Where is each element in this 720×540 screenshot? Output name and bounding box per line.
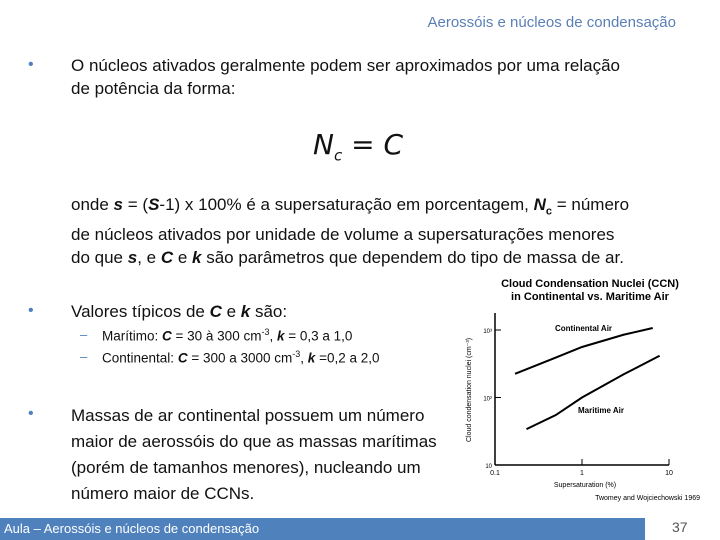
text: N [313,128,334,161]
text: e [173,248,193,268]
text: Continental: [102,350,178,366]
text: C [209,302,222,321]
series-line-maritime [526,356,659,429]
text: c [545,205,553,218]
text: onde [71,195,114,214]
text: k [240,302,251,321]
text: número maior de CCNs. [71,484,255,503]
bullet-2 [71,300,287,323]
text: -3 [292,349,301,359]
text: de potência da forma: [71,79,236,98]
y-tick-label: 10³ [483,329,492,335]
text: Massas de ar continental possuem um número [71,406,425,425]
text: =0,2 a 2,0 [315,350,380,366]
text: são parâmetros que dependem do tipo de massa de ar. [201,248,624,268]
text: Marítimo: [102,328,163,344]
bullet-icon: • [28,405,34,422]
text: = 0,3 a 1,0 [284,328,353,344]
text: C [383,128,404,161]
chart-source: Twomey and Wojciechowski 1969 [595,495,700,502]
bullet-1 [71,54,620,100]
text: de núcleos ativados por unidade de volume a supersaturações menores [71,225,615,245]
text: s [113,195,124,214]
bullet-icon: • [28,302,34,319]
text: C [177,350,188,366]
y-tick-label: 10² [483,396,492,403]
chart-subtitle: in Continental vs. Maritime Air [511,291,669,303]
slide-header: Aerossóis e núcleos de condensação [427,14,676,31]
series-label: Maritime Air [578,406,624,415]
text: -1) x 100% é a supersaturação em porcentagem, [159,195,534,214]
text: k [307,350,316,366]
text: maior de aerossóis do que as massas marítimas [71,432,437,451]
text: = 30 à 300 cm [171,328,262,344]
sub-bullet-continental [102,349,380,366]
x-tick-label: 1 [580,470,584,477]
x-tick-label: 10 [665,470,673,477]
bullet-icon: • [28,56,34,73]
text: são: [250,302,288,321]
text: Valores típicos de [71,302,210,321]
text: = número [552,195,630,214]
text: k [192,248,202,268]
text: , [269,328,277,344]
text: c [333,146,343,165]
text: = ( [123,195,149,214]
formula [313,128,403,165]
ccn-chart [460,270,720,510]
text: , [300,350,308,366]
text: = 300 a 3000 cm [187,350,293,366]
definition-paragraph [71,193,629,269]
chart-title: Cloud Condensation Nuclei (CCN) [501,278,679,290]
text: S [148,195,160,214]
text: s [127,248,138,268]
text: = [351,128,375,161]
text: O núcleos ativados geralmente podem ser aproximados por uma relação [71,56,621,75]
text: C [160,248,174,268]
text: , e [137,248,161,268]
text: C [162,328,172,344]
dash-icon: – [80,327,88,342]
bullet-3 [71,403,437,507]
x-axis-label: Supersaturation (%) [553,482,617,489]
x-tick-label: 0.1 [490,470,500,477]
y-axis-label: Cloud condensation nuclei (cm⁻³) [466,337,473,443]
text: (porém de tamanhos menores), nucleando um [71,458,421,477]
y-tick-label: 10 [485,464,492,470]
footer-bar: Aula – Aerossóis e núcleos de condensação [0,518,645,540]
text: do que [71,248,128,268]
series-label: Continental Air [555,324,613,333]
page-number: 37 [672,519,688,535]
text: N [533,195,546,214]
text: k [276,328,285,344]
sub-bullet-maritime [102,327,352,344]
text: e [221,302,241,321]
series-line-continental [515,328,653,374]
text: -3 [261,327,270,337]
dash-icon: – [80,349,88,364]
